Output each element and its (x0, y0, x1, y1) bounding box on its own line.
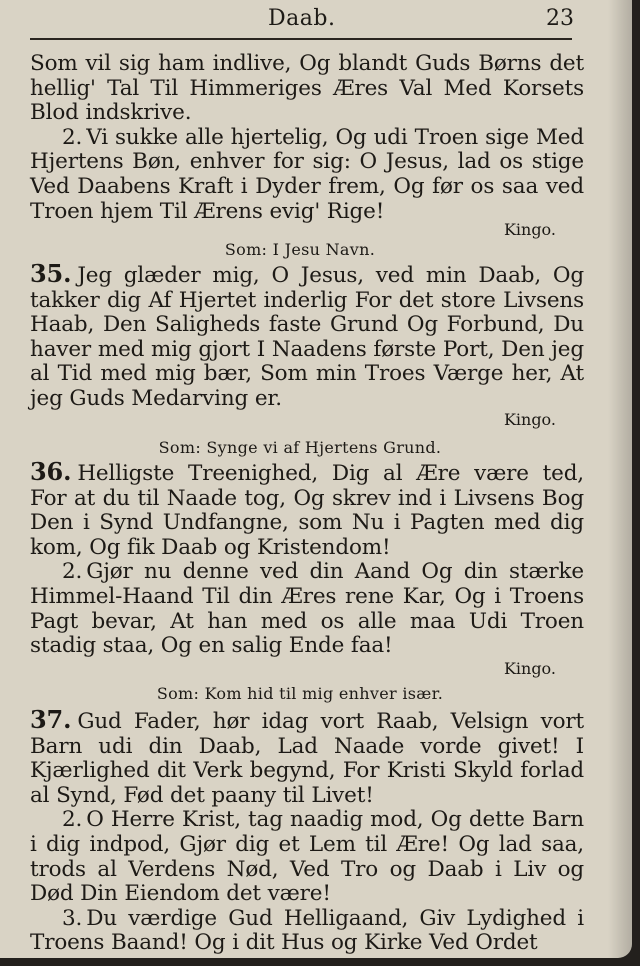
continuation-verse-2 (30, 126, 584, 224)
hymn-36-melody: Som: Synge vi af Hjertens Grund. (158, 438, 442, 457)
hymn-number: 37. (30, 705, 72, 734)
hymn-36-verse-1 (30, 457, 584, 560)
hymn-35 (30, 259, 584, 430)
hymn-36-verse-2 (30, 560, 584, 658)
verse-number: 2. (62, 559, 83, 585)
hymn-number: 35. (30, 259, 72, 288)
hymn-36 (30, 457, 584, 679)
hymn-text: Jeg glæder mig, O Jesus, ved min Daab, Og takker dig Af Hjertet inderlig For det store Livsens Haab, Den Saligheds faste Grund Og Forbund, Du haver med mig gjort I Naadens første Port, Den jeg al Tid med mig bær, Som min Troes Værge her, At jeg Guds Medarving er. (30, 263, 584, 411)
hymn-35-verse-1 (30, 259, 584, 412)
continuation-text: Som vil sig ham indlive, Og blandt Guds Børns det hellig' Tal Til Himmeriges Æres Val Med Korsets Blod indskrive. (30, 51, 584, 126)
hymn-text: Gud Fader, hør idag vort Raab, Velsign vort Barn udi din Daab, Lad Naade vorde givet! I Kjærlighed dit Verk begynd, For Kristi Skyld forlad al Synd, Fød det paany til Livet! (30, 709, 584, 808)
verse-text: Gjør nu denne ved din Aand Og din stærke Himmel-Haand Til din Æres rene Kar, Og i Troens Pagt bevar, At han med os alle maa Udi Troen stadig staa, Og en salig Ende faa! (30, 559, 584, 659)
hymn-author: Kingo. (503, 658, 556, 678)
hymn-author: Kingo. (503, 220, 556, 240)
hymn-37-melody: Som: Kom hid til mig enhver især. (156, 684, 444, 703)
header-divider (30, 38, 572, 40)
verse-number: 2. (62, 124, 83, 150)
hymn-37 (30, 705, 584, 956)
verse-text: Vi sukke alle hjertelig, Og udi Troen sige Med Hjertens Bøn, enhver for sig: O Jesus, lad os stige Ved Daabens Kraft i Dyder frem, Og før os saa ved Troen hjem Til Ærens evig' Rige! (30, 124, 584, 224)
hymn-author: Kingo. (503, 409, 556, 429)
verse-number: 2. (62, 807, 83, 833)
verse-text: O Herre Krist, tag naadig mod, Og dette Barn i dig indpod, Gjør dig et Lem til Ære! Og lad saa, trods al Verdens Nød, Ved Tro og Daab i Liv og Død Din Eiendom det være! (30, 807, 584, 907)
page-header-title: Daab. (268, 6, 336, 31)
hymn-37-verse-1 (30, 705, 584, 808)
hymn-37-verse-2 (30, 808, 584, 906)
previous-hymn-continuation (30, 52, 584, 240)
verse-number: 3. (62, 905, 83, 931)
hymn-35-melody: Som: I Jesu Navn. (224, 240, 376, 259)
page-edge-shadow (608, 0, 632, 958)
hymn-text: Helligste Treenighed, Dig al Ære være ted, For at du til Naade tog, Og skrev ind i Livsens Bog Den i Synd Undfangne, som Nu i Pagten med dig kom, Og fik Daab og Kristendom! (30, 461, 584, 560)
verse-text: Du værdige Gud Helligaand, Giv Lydighed i Troens Baand! Og i dit Hus og Kirke Ved Ordet (30, 905, 584, 956)
hymn-37-verse-3 (30, 907, 584, 956)
hymn-number: 36. (30, 457, 72, 486)
page-number: 23 (546, 6, 574, 31)
